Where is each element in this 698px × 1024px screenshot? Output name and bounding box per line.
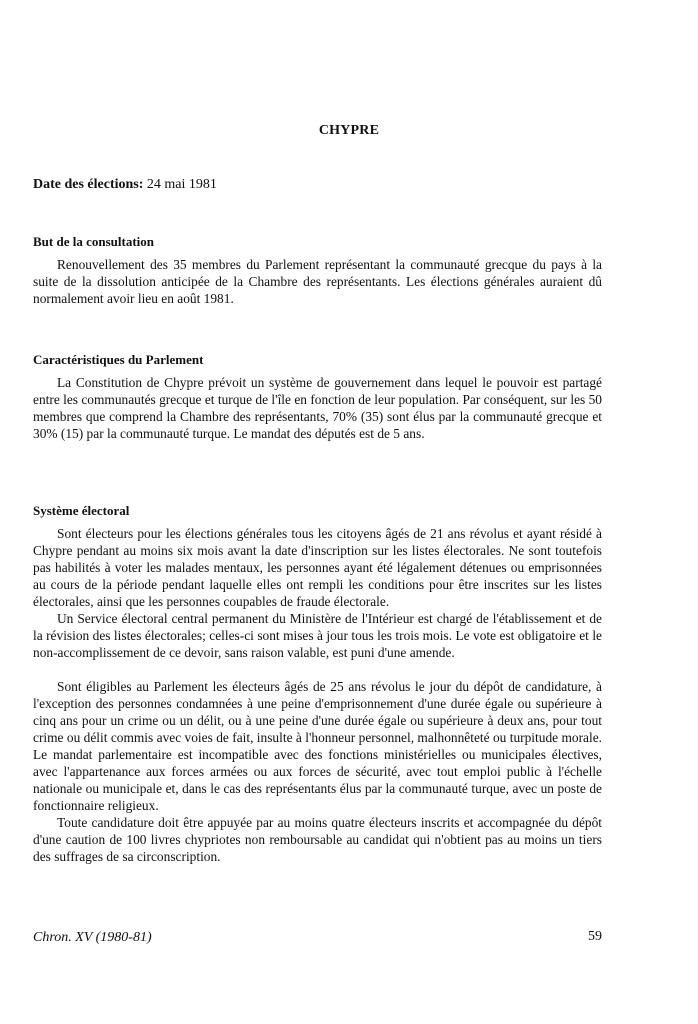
page-title: CHYPRE [318, 123, 380, 138]
election-date-label: Date des élections: [33, 177, 144, 192]
footer-source: Chron. XV (1980-81) [33, 930, 152, 945]
section-heading: But de la consultation [33, 234, 154, 249]
section-caracteristiques [33, 352, 602, 442]
election-date [33, 177, 217, 193]
section-heading: Caractéristiques du Parlement [33, 352, 204, 367]
page-number: 59 [588, 929, 602, 944]
paragraph: Un Service électoral central permanent du Ministère de l'Intérieur est chargé de l'établissement et de la révision des listes électorales; celles-ci sont mises à jour tous les trois mois. Le vote est obligatoire et le non-accomplissement de ce devoir, sans raison valable, est puni d'une amende. [33, 611, 602, 660]
paragraph: Toute candidature doit être appuyée par au moins quatre électeurs inscrits et accompagnée du dépôt d'une caution de 100 livres chypriotes non remboursable au candidat qui n'obtient pas au moins un tiers des suffrages de sa circonscription. [33, 815, 602, 864]
paragraph: La Constitution de Chypre prévoit un système de gouvernement dans lequel le pouvoir est partagé entre les communautés grecque et turque de l'île en fonction de leur population. Par conséquent, sur les 50 membres que comprend la Chambre des représentants, 70% (35) sont élus par la communauté grecque et 30% (15) par la communauté turque. Le mandat des députés est de 5 ans. [33, 375, 602, 441]
section-systeme-electoral [33, 503, 602, 865]
paragraph: Renouvellement des 35 membres du Parlement représentant la communauté grecque du pays à la suite de la dissolution anticipée de la Chambre des représentants. Les élections générales auraient dû normalement avoir lieu en août 1981. [33, 257, 602, 306]
section-heading: Système électoral [33, 503, 130, 518]
paragraph: Sont électeurs pour les élections générales tous les citoyens âgés de 21 ans révolus et ayant résidé à Chypre pendant au moins six mois avant la date d'inscription sur les listes électorales. Ne sont toutefois pas habilités à voter les malades mentaux, les personnes ayant été légalement détenues ou emprisonnées au cours de la période pendant laquelle elles ont rempli les conditions pour être inscrites sur les listes électorales, ainsi que les personnes coupables de fraude électorale. [33, 526, 602, 609]
section-but-consultation [33, 234, 602, 307]
election-date-value: 24 mai 1981 [146, 177, 217, 192]
paragraph: Sont éligibles au Parlement les électeurs âgés de 25 ans révolus le jour du dépôt de candidature, à l'exception des personnes condamnées à une peine d'emprisonnement d'une durée égale ou supérieure à cinq ans pour un crime ou un délit, ou à une peine d'une durée égale ou supérieure à deux ans, pour tout crime ou délit commis avec voies de fait, insulte à l'honneur personnel, malhonnêteté ou turpitude morale. Le mandat parlementaire est incompatible avec des fonctions ministérielles ou municipales électives, avec l'appartenance aux forces armées ou aux forces de sécurité, avec tout emploi public à l'échelle nationale ou municipale et, dans le cas des représentants élus par la communauté turque, avec un poste de fonctionnaire religieux. [33, 679, 602, 813]
